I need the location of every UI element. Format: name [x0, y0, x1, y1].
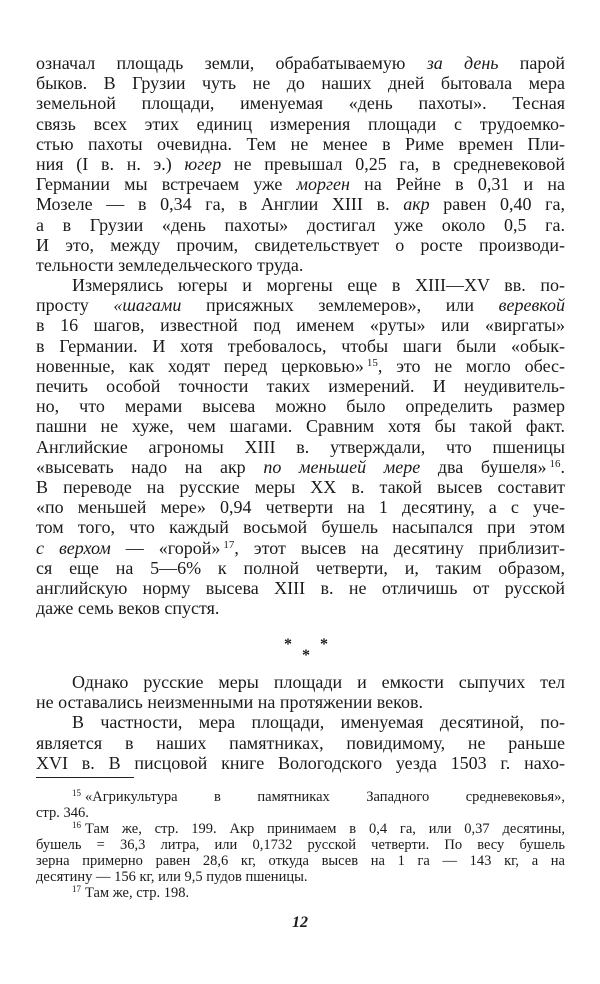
- text-line: [36, 733, 565, 753]
- text-line: [36, 517, 565, 537]
- text-span: равен 0,40 га,: [429, 194, 565, 215]
- text-line: [36, 885, 565, 901]
- text-span: В частности, мера площади, именуемая десятиной, по-: [72, 712, 565, 733]
- text-line: [36, 437, 565, 457]
- footnote-ref: 17: [223, 538, 235, 551]
- text-line: [36, 376, 565, 396]
- italic-term: акр: [403, 194, 430, 215]
- text-span: Там же, стр. 198.: [85, 885, 190, 901]
- text-span: пашни не хуже, чем шагами. Сравним хотя бы такой факт.: [36, 416, 565, 437]
- text-span: связь всех этих единиц измерения площади с трудоемко-: [36, 113, 565, 134]
- italic-term: югер: [184, 153, 222, 174]
- paragraph: [36, 672, 565, 712]
- text-line: [36, 457, 565, 477]
- main-text: [36, 53, 565, 618]
- text-span: «Агрикультура в памятниках Западного средневековья»,: [85, 789, 565, 805]
- text-line: [36, 93, 565, 113]
- text-span: И это, между прочим, свидетельствует о росте производи-: [36, 234, 565, 255]
- text-span: XVI в. В писцовой книге Вологодского уезда 1503 г. нахо-: [36, 752, 565, 773]
- text-line: [36, 578, 565, 598]
- text-line: [36, 477, 565, 497]
- text-line: [36, 53, 565, 73]
- text-span: означал площадь земли, обрабатываемую: [36, 53, 427, 73]
- text-span: Однако русские меры площади и емкости сыпучих тел: [72, 672, 565, 692]
- text-span: быков. В Грузии чуть не до наших дней бытовала мера: [36, 73, 565, 94]
- text-span: парой: [498, 53, 566, 73]
- footnote: [36, 789, 565, 821]
- text-line: [36, 538, 565, 558]
- text-span: — «горой»: [110, 537, 221, 558]
- paragraph: [36, 712, 565, 773]
- footnote-ref: 15: [72, 788, 81, 798]
- text-span: в Германии. И хотя требовалось, чтобы шаги были «обык-: [36, 335, 565, 356]
- text-line: [36, 114, 565, 134]
- italic-term: веревкой: [498, 295, 565, 316]
- text-span: Германии мы встречаем уже: [36, 174, 297, 195]
- text-span: тельности земледельческого труда.: [36, 254, 304, 275]
- text-line: [36, 356, 565, 376]
- text-line: [36, 154, 565, 174]
- text-span: является в наших памятниках, повидимому, не раньше: [36, 732, 565, 753]
- text-line: [36, 215, 565, 235]
- text-span: не превышал 0,25 га, в средневековой: [221, 153, 565, 174]
- text-span: в 16 шагов, известной под именем «руты» или «виргаты»: [36, 315, 565, 336]
- text-span: .: [560, 456, 565, 477]
- text-span: земельной площади, именуемая «день пахоты». Тесная: [36, 93, 565, 114]
- text-line: [36, 255, 565, 275]
- paragraph: [36, 53, 565, 275]
- text-line: [36, 134, 565, 154]
- text-line: [36, 869, 565, 885]
- text-span: , этот высев на десятину приблизит-: [234, 537, 565, 558]
- text-line: [36, 692, 565, 712]
- text-line: [36, 315, 565, 335]
- text-span: том того, что каждый восьмой бушель насыпался при этом: [36, 517, 565, 538]
- text-line: [36, 73, 565, 93]
- main-text-continued: [36, 672, 565, 773]
- italic-term: «шагами: [113, 295, 182, 316]
- text-span: , это не могло обес-: [377, 355, 565, 376]
- text-span: на Рейне в 0,31 и на: [349, 174, 565, 195]
- text-line: [36, 194, 565, 214]
- text-line: [36, 295, 565, 315]
- footnote-ref: 15: [366, 356, 378, 369]
- page-number: 12: [292, 914, 308, 931]
- text-span: новенные, как ходят перед церковью»: [36, 355, 364, 376]
- text-line: [36, 174, 565, 194]
- footnote: [36, 885, 565, 901]
- asterisk-icon: *: [284, 636, 292, 653]
- italic-term: по меньшей мере: [263, 456, 421, 477]
- asterisk-icon: *: [302, 647, 310, 664]
- italic-term: за день: [426, 53, 499, 73]
- text-span: английскую норму высева XIII в. не отличишь от русской: [36, 577, 565, 598]
- text-span: просту: [36, 295, 114, 316]
- text-line: [36, 821, 565, 837]
- text-line: [36, 837, 565, 853]
- text-line: [36, 275, 565, 295]
- text-line: [36, 712, 565, 732]
- footnote-divider: [36, 777, 134, 778]
- text-span: печить особой точности таких измерений. И неудивитель-: [36, 376, 565, 396]
- text-span: «высевать надо на акр: [36, 456, 264, 477]
- text-span: ся еще на 5—6% к полной четверти, и, таким образом,: [36, 557, 565, 578]
- text-line: [36, 805, 565, 821]
- section-separator: [0, 636, 600, 666]
- text-line: [36, 235, 565, 255]
- text-span: два бушеля»: [420, 456, 547, 477]
- text-span: десятину — 156 кг, или 9,5 пудов пшеницы.: [36, 869, 308, 885]
- text-span: Английские агрономы XIII в. утверждали, что пшеницы: [36, 436, 565, 457]
- text-span: «по меньшей мере» 0,94 четверти на 1 десятину, а с уче-: [36, 497, 565, 518]
- text-span: но, что мерами высева можно было определить размер: [36, 396, 565, 417]
- text-line: [36, 672, 565, 692]
- text-span: ния (I в. н. э.): [36, 153, 185, 174]
- text-line: [36, 416, 565, 436]
- text-line: [36, 789, 565, 805]
- text-span: не оставались неизменными на протяжении веков.: [36, 692, 423, 713]
- footnote: [36, 821, 565, 885]
- text-line: [36, 497, 565, 517]
- footnote-ref: 16: [549, 457, 561, 470]
- text-span: В переводе на русские меры XX в. такой высев составит: [36, 476, 565, 497]
- italic-term: морген: [296, 174, 350, 195]
- footnote-ref: 16: [72, 820, 81, 830]
- text-line: [36, 396, 565, 416]
- footnotes: [36, 789, 565, 901]
- text-span: присяжных землемеров», или: [181, 295, 499, 316]
- text-span: зерна примерно равен 28,6 кг, откуда высев на 1 га — 143 кг, а на: [36, 853, 565, 869]
- text-span: стью пахоты очевидна. Тем не менее в Риме времен Пли-: [36, 133, 565, 154]
- text-span: Мозеле — в 0,34 га, в Англии XIII в.: [36, 194, 404, 215]
- text-span: стр. 346.: [36, 805, 89, 821]
- text-span: а в Грузии «день пахоты» достигал уже около 0,5 га.: [36, 214, 565, 235]
- text-span: Там же, стр. 199. Акр принимаем в 0,4 га, или 0,37 десятины,: [85, 821, 565, 837]
- paragraph: [36, 275, 565, 618]
- text-line: [36, 558, 565, 578]
- text-line: [36, 598, 565, 618]
- text-span: даже семь веков спустя.: [36, 598, 220, 619]
- text-span: Измерялись югеры и моргены еще в XIII—XV вв. по-: [72, 275, 565, 296]
- footnote-ref: 17: [72, 884, 81, 894]
- asterisk-icon: *: [320, 636, 328, 653]
- text-line: [36, 853, 565, 869]
- text-line: [36, 753, 565, 773]
- text-line: [36, 336, 565, 356]
- text-span: бушель = 36,3 литра, или 0,1732 русской четверти. По весу бушель: [36, 837, 565, 853]
- italic-term: с верхом: [36, 537, 111, 558]
